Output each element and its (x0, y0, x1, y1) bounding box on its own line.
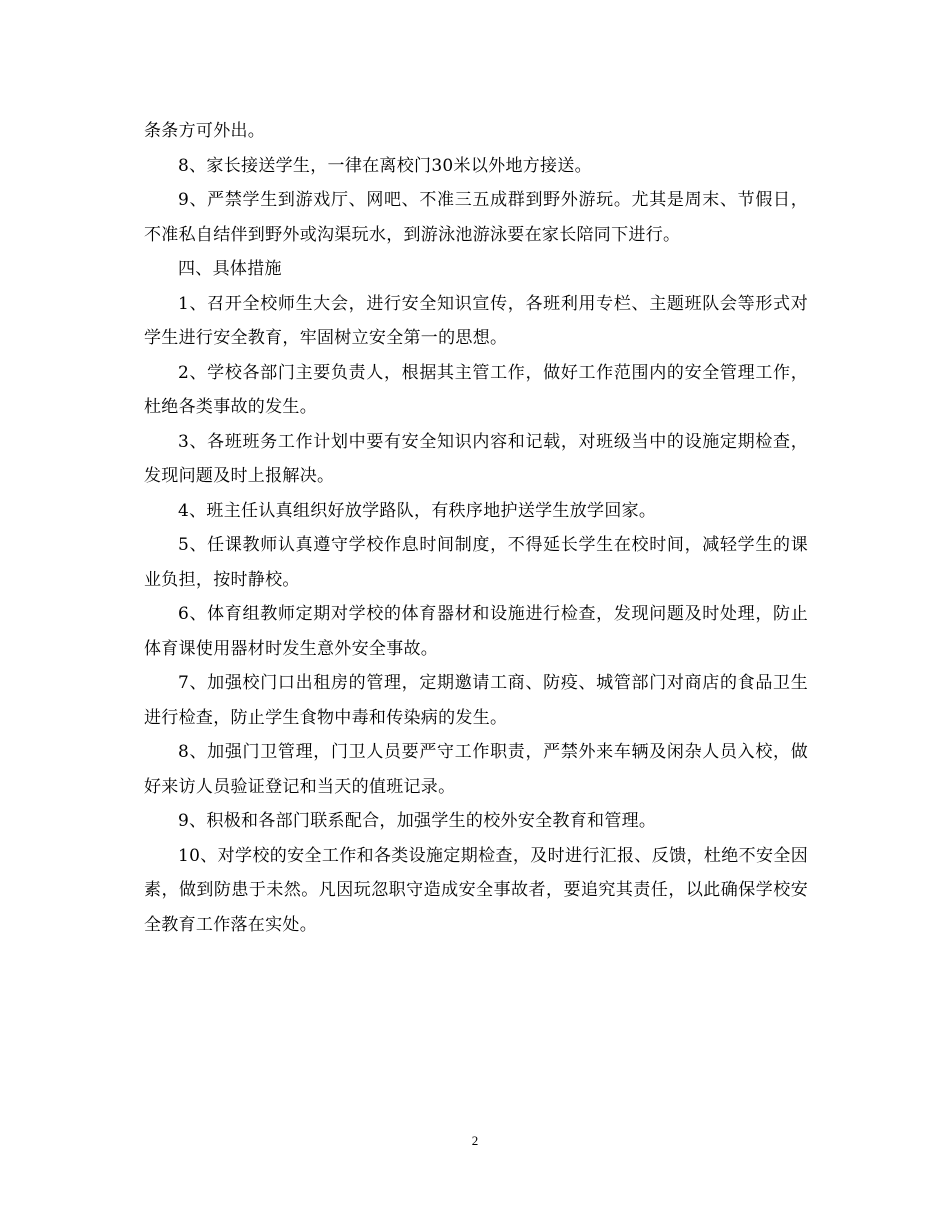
paragraph-5: 1、召开全校师生大会，进行安全知识宣传，各班利用专栏、主题班队会等形式对学生进行安全教育，牢固树立安全第一的思想。 (144, 293, 808, 348)
paragraph-6: 2、学校各部门主要负责人，根据其主管工作，做好工作范围内的安全管理工作，杜绝各类事故的发生。 (144, 362, 808, 417)
section-heading: 四、具体措施 (178, 259, 282, 279)
paragraph-1: 条条方可外出。 (144, 121, 266, 141)
document-body (144, 114, 808, 942)
page-number: 2 (471, 1133, 479, 1148)
paragraph-13: 9、积极和各部门联系配合，加强学生的校外安全教育和管理。 (178, 811, 657, 831)
paragraph-9: 5、任课教师认真遵守学校作息时间制度，不得延长学生在校时间，减轻学生的课业负担，按时静校。 (144, 535, 808, 590)
paragraph-12: 8、加强门卫管理，门卫人员要严守工作职责，严禁外来车辆及闲杂人员入校，做好来访人员验证登记和当天的值班记录。 (144, 742, 808, 797)
paragraph-8: 4、班主任认真组织好放学路队，有秩序地护送学生放学回家。 (178, 500, 657, 521)
paragraph-3: 9、严禁学生到游戏厅、网吧、不准三五成群到野外游玩。尤其是周末、节假日，不准私自结伴到野外或沟渠玩水，到游泳池游泳要在家长陪同下进行。 (144, 190, 808, 245)
paragraph-2: 8、家长接送学生，一律在离校门30米以外地方接送。 (178, 155, 592, 176)
paragraph-7: 3、各班班务工作计划中要有安全知识内容和记载，对班级当中的设施定期检查，发现问题及时上报解决。 (144, 431, 808, 486)
paragraph-14: 10、对学校的安全工作和各类设施定期检查，及时进行汇报、反馈，杜绝不安全因素，做到防患于未然。凡因玩忽职守造成安全事故者，要追究其责任，以此确保学校安全教育工作落在实处。 (144, 845, 808, 935)
paragraph-11: 7、加强校门口出租房的管理，定期邀请工商、防疫、城管部门对商店的食品卫生进行检查，防止学生食物中毒和传染病的发生。 (144, 673, 808, 728)
paragraph-10: 6、体育组教师定期对学校的体育器材和设施进行检查，发现问题及时处理，防止体育课使用器材时发生意外安全事故。 (144, 604, 808, 659)
